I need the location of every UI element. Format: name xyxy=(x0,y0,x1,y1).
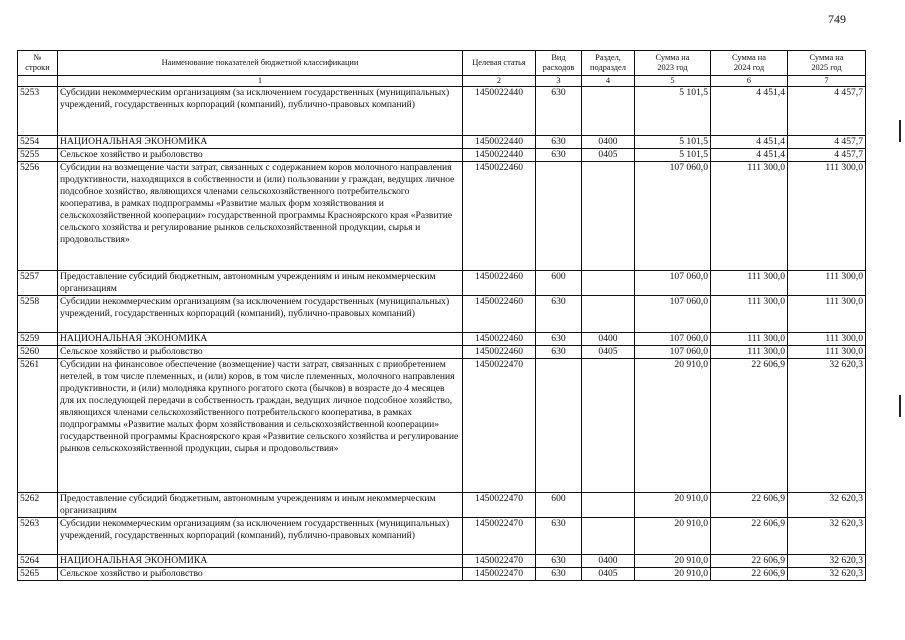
row-target: 1450022470 xyxy=(463,555,536,568)
table-row xyxy=(18,568,866,581)
row-type xyxy=(536,162,582,271)
table-row xyxy=(18,359,866,493)
table-row xyxy=(18,271,866,296)
column-number: 2 xyxy=(463,76,536,87)
row-sum-2023: 20 910,0 xyxy=(635,493,711,518)
row-name: Сельское хозяйство и рыболовство xyxy=(58,568,463,581)
row-target: 1450022460 xyxy=(463,162,536,271)
column-number: 3 xyxy=(536,76,582,87)
row-sum-2024: 111 300,0 xyxy=(711,162,788,271)
row-sum-2023: 107 060,0 xyxy=(635,162,711,271)
row-name: НАЦИОНАЛЬНАЯ ЭКОНОМИКА xyxy=(58,136,463,149)
table-row xyxy=(18,296,866,333)
row-name: НАЦИОНАЛЬНАЯ ЭКОНОМИКА xyxy=(58,555,463,568)
row-number: 5264 xyxy=(18,555,58,568)
row-name: Субсидии некоммерческим организациям (за исключением государственных (муниципальных) учреждений, государственных корпораций (компаний), публично-правовых компаний) xyxy=(58,296,463,333)
row-section: 0405 xyxy=(582,568,635,581)
header-type: Вид расходов xyxy=(536,51,582,76)
header-sum-2024: Сумма на 2024 год xyxy=(711,51,788,76)
row-number: 5260 xyxy=(18,346,58,359)
row-target: 1450022470 xyxy=(463,568,536,581)
row-target: 1450022470 xyxy=(463,359,536,493)
row-name: Сельское хозяйство и рыболовство xyxy=(58,346,463,359)
column-number: 4 xyxy=(582,76,635,87)
row-sum-2025: 111 300,0 xyxy=(788,346,866,359)
budget-table xyxy=(17,50,866,581)
row-section xyxy=(582,518,635,555)
row-number: 5262 xyxy=(18,493,58,518)
scan-edge-mark xyxy=(899,395,901,417)
header-section: Раздел, подраздел xyxy=(582,51,635,76)
row-sum-2025: 111 300,0 xyxy=(788,162,866,271)
row-number: 5256 xyxy=(18,162,58,271)
row-sum-2024: 4 451,4 xyxy=(711,136,788,149)
header-name: Наименование показателей бюджетной классификации xyxy=(58,51,463,76)
row-sum-2025: 32 620,3 xyxy=(788,568,866,581)
row-section xyxy=(582,87,635,136)
table-row xyxy=(18,162,866,271)
table-row xyxy=(18,346,866,359)
row-type: 630 xyxy=(536,333,582,346)
row-target: 1450022460 xyxy=(463,333,536,346)
row-sum-2024: 22 606,9 xyxy=(711,493,788,518)
row-target: 1450022460 xyxy=(463,271,536,296)
row-sum-2025: 111 300,0 xyxy=(788,271,866,296)
row-name: Субсидии на финансовое обеспечение (возмещение) части затрат, связанных с приобретением нетелей, в том числе племенных, и (или) коров, в том числе племенных, молочного направления продуктивности, и (или) молодняка крупного рогатого скота (бычков) в возрасте до 4 месяцев для их последующей передачи в собственность граждан, ведущих личное подсобное хозяйство, являющихся членами сельскохозяйственного потребительского кооператива, в рамках подпрограммы «Развитие малых форм хозяйствования и сельскохозяйственной кооперации» государственной программы Красноярского края «Развитие сельского хозяйства и регулирование рынков сельскохозяйственной продукции, сырья и продовольствия» xyxy=(58,359,463,493)
row-target: 1450022470 xyxy=(463,518,536,555)
row-sum-2024: 4 451,4 xyxy=(711,87,788,136)
row-target: 1450022440 xyxy=(463,87,536,136)
row-sum-2025: 111 300,0 xyxy=(788,333,866,346)
row-sum-2023: 20 910,0 xyxy=(635,568,711,581)
row-sum-2024: 22 606,9 xyxy=(711,518,788,555)
row-section xyxy=(582,359,635,493)
table-row xyxy=(18,333,866,346)
row-sum-2023: 20 910,0 xyxy=(635,359,711,493)
row-sum-2023: 5 101,5 xyxy=(635,149,711,162)
row-type xyxy=(536,359,582,493)
row-number: 5259 xyxy=(18,333,58,346)
row-section: 0400 xyxy=(582,333,635,346)
header-target: Целевая статья xyxy=(463,51,536,76)
row-section: 0400 xyxy=(582,136,635,149)
row-type: 630 xyxy=(536,136,582,149)
table-row xyxy=(18,493,866,518)
row-sum-2025: 4 457,7 xyxy=(788,149,866,162)
row-sum-2024: 4 451,4 xyxy=(711,149,788,162)
scan-edge-mark xyxy=(899,120,901,142)
row-type: 630 xyxy=(536,568,582,581)
header-row xyxy=(18,51,866,76)
column-number: 5 xyxy=(635,76,711,87)
table-row xyxy=(18,555,866,568)
row-sum-2023: 107 060,0 xyxy=(635,296,711,333)
row-sum-2024: 22 606,9 xyxy=(711,359,788,493)
row-number: 5258 xyxy=(18,296,58,333)
row-section: 0400 xyxy=(582,555,635,568)
table-row xyxy=(18,149,866,162)
header-sum-2023: Сумма на 2023 год xyxy=(635,51,711,76)
row-name: Субсидии на возмещение части затрат, связанных с содержанием коров молочного направления продуктивности, находящихся в собственности и (или) пользовании у граждан, ведущих личное подсобное хозяйство, являющихся членами сельскохозяйственного потребительского кооператива, в рамках подпрограммы «Развитие малых форм хозяйствования и сельскохозяйственной кооперации» государственной программы Красноярского края «Развитие сельского хозяйства и регулирование рынков сельскохозяйственной продукции, сырья и продовольствия» xyxy=(58,162,463,271)
row-name: Субсидии некоммерческим организациям (за исключением государственных (муниципальных) учреждений, государственных корпораций (компаний), публично-правовых компаний) xyxy=(58,87,463,136)
row-section: 0405 xyxy=(582,149,635,162)
row-sum-2023: 107 060,0 xyxy=(635,333,711,346)
row-sum-2024: 22 606,9 xyxy=(711,555,788,568)
row-section: 0405 xyxy=(582,346,635,359)
row-sum-2025: 32 620,3 xyxy=(788,555,866,568)
row-sum-2023: 5 101,5 xyxy=(635,87,711,136)
row-type: 630 xyxy=(536,346,582,359)
column-number: 6 xyxy=(711,76,788,87)
row-section xyxy=(582,271,635,296)
table-row xyxy=(18,136,866,149)
row-name: Сельское хозяйство и рыболовство xyxy=(58,149,463,162)
row-name: Предоставление субсидий бюджетным, автономным учреждениям и иным некоммерческим организациям xyxy=(58,493,463,518)
row-sum-2024: 22 606,9 xyxy=(711,568,788,581)
row-sum-2023: 107 060,0 xyxy=(635,346,711,359)
header-sum-2025: Сумма на 2025 год xyxy=(788,51,866,76)
column-number: 1 xyxy=(58,76,463,87)
row-sum-2025: 111 300,0 xyxy=(788,296,866,333)
row-number: 5265 xyxy=(18,568,58,581)
row-sum-2024: 111 300,0 xyxy=(711,271,788,296)
row-sum-2023: 20 910,0 xyxy=(635,555,711,568)
row-sum-2023: 5 101,5 xyxy=(635,136,711,149)
row-number: 5263 xyxy=(18,518,58,555)
row-target: 1450022440 xyxy=(463,136,536,149)
row-target: 1450022460 xyxy=(463,346,536,359)
row-sum-2023: 20 910,0 xyxy=(635,518,711,555)
row-sum-2025: 32 620,3 xyxy=(788,493,866,518)
row-type: 630 xyxy=(536,296,582,333)
row-target: 1450022460 xyxy=(463,296,536,333)
page-number: 749 xyxy=(828,12,846,26)
row-type: 630 xyxy=(536,149,582,162)
row-target: 1450022470 xyxy=(463,493,536,518)
row-target: 1450022440 xyxy=(463,149,536,162)
column-number: 7 xyxy=(788,76,866,87)
row-name: НАЦИОНАЛЬНАЯ ЭКОНОМИКА xyxy=(58,333,463,346)
column-number-row xyxy=(18,76,866,87)
row-sum-2025: 4 457,7 xyxy=(788,136,866,149)
row-section xyxy=(582,162,635,271)
row-name: Субсидии некоммерческим организациям (за исключением государственных (муниципальных) учреждений, государственных корпораций (компаний), публично-правовых компаний) xyxy=(58,518,463,555)
row-type: 600 xyxy=(536,493,582,518)
row-number: 5261 xyxy=(18,359,58,493)
row-number: 5257 xyxy=(18,271,58,296)
row-sum-2025: 32 620,3 xyxy=(788,359,866,493)
row-sum-2023: 107 060,0 xyxy=(635,271,711,296)
row-sum-2024: 111 300,0 xyxy=(711,333,788,346)
row-number: 5253 xyxy=(18,87,58,136)
row-type: 630 xyxy=(536,87,582,136)
row-sum-2024: 111 300,0 xyxy=(711,346,788,359)
row-number: 5254 xyxy=(18,136,58,149)
row-sum-2025: 32 620,3 xyxy=(788,518,866,555)
row-type: 630 xyxy=(536,518,582,555)
row-type: 630 xyxy=(536,555,582,568)
row-type: 600 xyxy=(536,271,582,296)
column-number xyxy=(18,76,58,87)
row-section xyxy=(582,493,635,518)
header-row-no: № строки xyxy=(18,51,58,76)
row-section xyxy=(582,296,635,333)
row-sum-2025: 4 457,7 xyxy=(788,87,866,136)
row-sum-2024: 111 300,0 xyxy=(711,296,788,333)
table-row xyxy=(18,518,866,555)
table-row xyxy=(18,87,866,136)
row-name: Предоставление субсидий бюджетным, автономным учреждениям и иным некоммерческим организациям xyxy=(58,271,463,296)
row-number: 5255 xyxy=(18,149,58,162)
